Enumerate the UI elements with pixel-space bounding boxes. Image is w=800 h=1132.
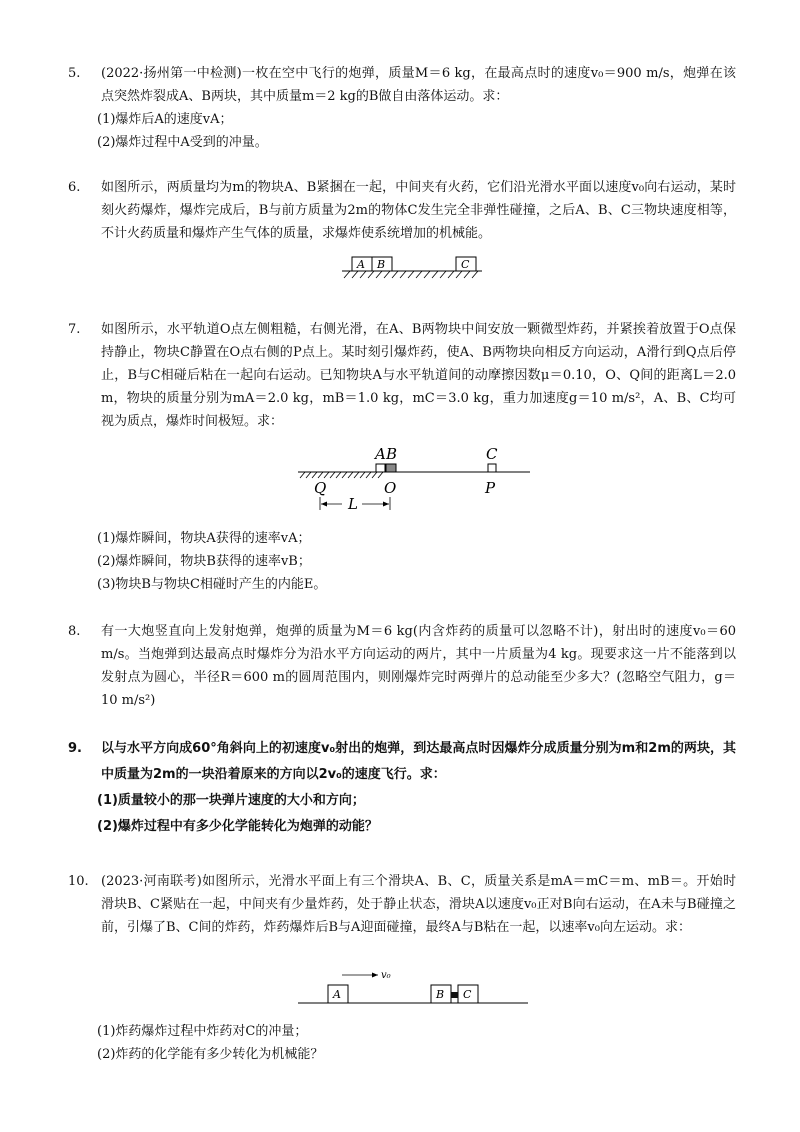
label-C: C: [463, 988, 472, 1001]
sub-question: (2)炸药的化学能有多少转化为机械能？: [97, 1047, 324, 1062]
figure-q6-blocks: [336, 252, 486, 282]
question-7-subs: [68, 527, 736, 596]
label-C: C: [486, 445, 498, 463]
question-number: 9.: [68, 741, 82, 756]
sub-question: (3)物块B与物块C相碰时产生的内能E。: [97, 577, 327, 592]
question-number: 10.: [68, 874, 89, 889]
label-L: L: [348, 495, 358, 513]
label-O: O: [384, 479, 397, 497]
label-A: A: [333, 988, 341, 1001]
sub-question: (1)爆炸后A的速度vA；: [97, 112, 233, 127]
question-number: 8.: [68, 624, 81, 639]
question-text: 以与水平方向成60°角斜向上的初速度v₀射出的炮弹，到达最高点时因爆炸分成质量分别为m和2m的两块，其中质量为2m的一块沿着原来的方向以2v₀的速度飞行。求：: [101, 741, 736, 782]
question-text: 如图所示，水平轨道O点左侧粗糙，右侧光滑，在A、B两物块中间安放一颗微型炸药，并紧挨着放置于O点保持静止，物块C静置在O点右侧的P点上。某时刻引爆炸药，使A、B两物块向相反方向运动，A滑行到Q点后停止，B与C相碰后粘在一起向右运动。已知物块A与水平轨道间的动摩擦因数μ＝0.10，O、Q间的距离L＝2.0 m，物块的质量分别为mA＝2.0 kg，mB＝1.0 kg，mC＝3.0 kg，重力加速度g＝10 m/s²，A、B、C均可视为质点，爆炸时间极短。求：: [101, 322, 736, 429]
question-text: 如图所示，两质量均为m的物块A、B紧捆在一起，中间夹有火药，它们沿光滑水平面以速度v₀向右运动，某时刻火药爆炸，爆炸完成后，B与前方质量为2m的物体C发生完全非弹性碰撞，之后A、B、C三物块速度相等，不计火药质量和爆炸产生气体的质量，求爆炸使系统增加的机械能。: [101, 180, 736, 241]
question-number: 5.: [68, 66, 81, 81]
sub-question: (1)质量较小的那一块弹片速度的大小和方向；: [97, 793, 365, 808]
label-B: B: [436, 988, 445, 1001]
sub-question: (2)爆炸过程中有多少化学能转化为炮弹的动能？: [97, 819, 378, 834]
question-text: (2023·河南联考)如图所示，光滑水平面上有三个滑块A、B、C，质量关系是mA＝mC＝m、mB＝。开始时滑块B、C紧贴在一起，中间夹有少量炸药，处于静止状态，滑块A以速度v₀正对B向右运动，在A未与B碰撞之前，引爆了B、C间的炸药，炸药爆炸后B与A迎面碰撞，最终A与B粘在一起，以速率v₀向左运动。求：: [101, 874, 736, 935]
label-A: A: [357, 258, 365, 271]
label-v0: v₀: [381, 970, 391, 981]
label-P: P: [485, 479, 496, 497]
sub-question: (1)炸药爆炸过程中炸药对C的冲量；: [97, 1024, 308, 1039]
question-text: 有一大炮竖直向上发射炮弹，炮弹的质量为M＝6 kg(内含炸药的质量可以忽略不计)，射出时的速度v₀＝60 m/s。当炮弹到达最高点时爆炸分为沿水平方向运动的两片，其中一片质量为4 kg。现要求这一片不能落到以发射点为圆心，半径R＝600 m的圆周范围内，则刚爆炸完时两弹片的总动能至少多大？(忽略空气阻力，g＝10 m/s²): [101, 624, 736, 708]
question-8: [68, 620, 736, 712]
question-9: [68, 736, 736, 840]
label-C: C: [461, 258, 470, 271]
question-7: [68, 318, 736, 433]
label-A: A: [375, 445, 386, 463]
question-6: [68, 176, 736, 245]
sub-question: (1)爆炸瞬间，物块A获得的速率vA；: [97, 531, 311, 546]
question-5: [68, 62, 736, 154]
question-number: 7.: [68, 322, 81, 337]
question-10: [68, 870, 736, 939]
figure-q10-sliders: [296, 966, 532, 1012]
label-B: B: [377, 258, 386, 271]
sub-question: (2)爆炸瞬间，物块B获得的速率vB；: [97, 554, 311, 569]
question-number: 6.: [68, 180, 81, 195]
question-10-subs: [68, 1020, 736, 1066]
label-B: B: [386, 445, 398, 463]
figure-q7-track: [296, 440, 532, 520]
label-Q: Q: [314, 479, 327, 497]
sub-question: (2)爆炸过程中A受到的冲量。: [97, 135, 268, 150]
question-text: (2022·扬州第一中检测)一枚在空中飞行的炮弹，质量M＝6 kg，在最高点时的速度v₀＝900 m/s，炮弹在该点突然炸裂成A、B两块，其中质量m＝2 kg的B做自由落体运动。求：: [101, 66, 736, 104]
